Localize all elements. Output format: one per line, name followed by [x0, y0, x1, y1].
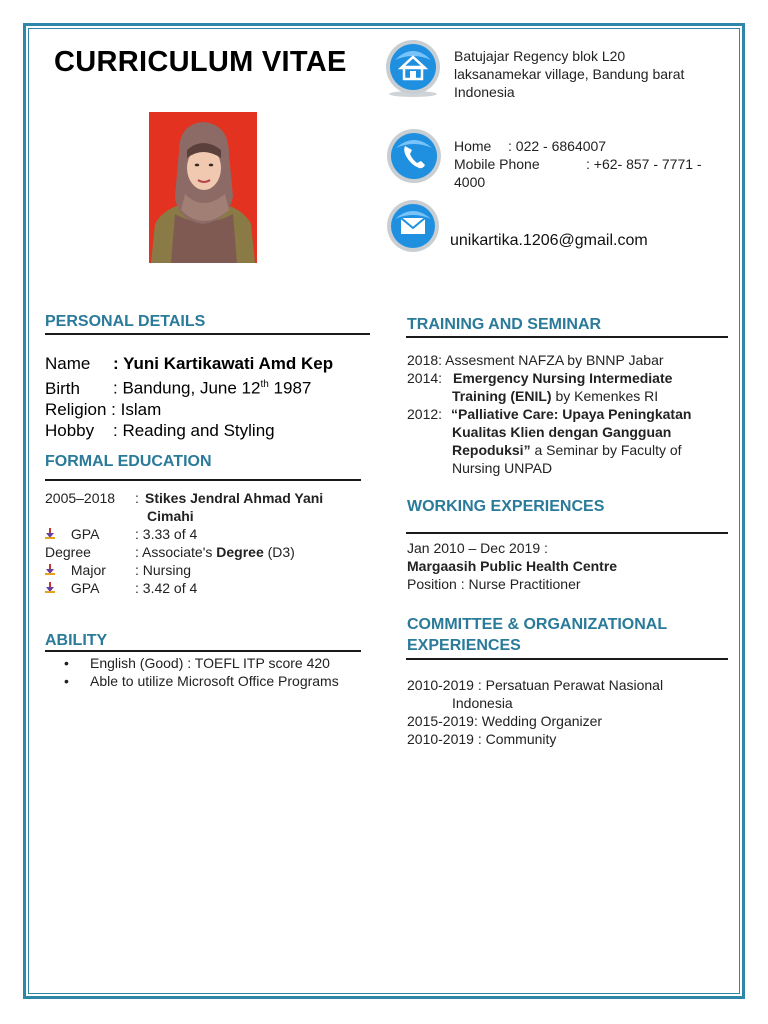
training-item: 2018: Assesment NAFZA by BNNP Jabar — [407, 352, 664, 368]
address-line-3: Indonesia — [454, 84, 515, 100]
committee-heading-line-2: EXPERIENCES — [407, 637, 521, 654]
personal-details-list — [45, 353, 333, 441]
work-position: Position : Nurse Practitioner — [407, 576, 581, 592]
religion-label: Religion — [45, 399, 107, 419]
ability-item: English (Good) : TOEFL ITP score 420 — [90, 655, 330, 671]
mobile-phone-value: : +62- 857 - 7771 - — [586, 156, 702, 172]
gpa-value: : 3.42 of 4 — [135, 580, 198, 596]
committee-heading — [407, 614, 667, 656]
degree-bold: Degree — [216, 544, 264, 560]
work-period: Jan 2010 – Dec 2019 : — [407, 540, 548, 556]
mobile-phone-label: Mobile Phone — [454, 156, 540, 172]
pointer-bullet-icon — [45, 579, 59, 597]
mobile-phone-value-cont: 4000 — [454, 174, 486, 190]
training-title: Emergency Nursing Intermediate — [453, 370, 673, 386]
home-icon — [384, 38, 442, 103]
formal-education-heading: FORMAL EDUCATION — [45, 453, 212, 470]
degree-label: Degree — [45, 544, 91, 560]
committee-heading-line-1: COMMITTEE & ORGANIZATIONAL — [407, 616, 668, 633]
seminar-title-cont: Kualitas Klien dengan Gangguan — [452, 424, 672, 440]
education-block — [45, 489, 365, 597]
education-school: Stikes Jendral Ahmad Yani — [145, 490, 324, 506]
home-phone-value: : 022 - 6864007 — [508, 138, 607, 154]
formal-education-divider — [45, 479, 361, 481]
pointer-bullet-icon — [45, 525, 59, 543]
hobby-label: Hobby — [45, 420, 95, 440]
phone-icon — [386, 128, 442, 191]
seminar-title: “Palliative Care: Upaya Peningkatan — [451, 406, 692, 422]
gpa-label: GPA — [70, 526, 100, 542]
work-divider — [406, 532, 728, 534]
name-value: : Yuni Kartikawati Amd Kep — [113, 354, 334, 373]
training-list — [407, 351, 727, 477]
name-label: Name — [45, 354, 91, 373]
birth-year: 1987 — [268, 378, 312, 398]
training-year: 2012: — [407, 406, 443, 422]
ability-heading: ABILITY — [45, 632, 108, 649]
gpa-value: : 3.33 of 4 — [135, 526, 198, 542]
training-divider — [406, 336, 728, 338]
education-school-cont: Cimahi — [147, 508, 194, 524]
degree-post: (D3) — [263, 544, 295, 560]
degree-value: : Associate's — [135, 544, 217, 560]
email-link[interactable]: unikartika.1206@gmail.com — [450, 232, 648, 249]
training-title-cont: Training (ENIL) — [452, 388, 552, 404]
pointer-bullet-icon — [45, 561, 59, 579]
work-place: Margaasih Public Health Centre — [407, 558, 618, 574]
committee-item: 2010-2019 : Persatuan Perawat Nasional — [407, 677, 664, 693]
education-period: 2005–2018 — [45, 490, 116, 506]
committee-item: 2010-2019 : Community — [407, 731, 557, 747]
training-organizer: by Kemenkes RI — [551, 388, 659, 404]
ability-item: Able to utilize Microsoft Office Programs — [90, 673, 339, 689]
training-heading: TRAINING AND SEMINAR — [407, 316, 602, 333]
phone-block — [454, 137, 702, 191]
seminar-title-end: Repoduksi” — [452, 442, 531, 458]
profile-photo — [149, 112, 257, 263]
committee-list — [407, 676, 663, 748]
ability-list: • English (Good) : TOEFL ITP score 420 • Able to utilize Microsoft Office Programs — [64, 655, 339, 689]
birth-value: : Bandung, June 12 — [113, 378, 261, 398]
birth-label: Birth — [45, 378, 80, 398]
committee-item: 2015-2019: Wedding Organizer — [407, 713, 603, 729]
mail-icon — [386, 199, 440, 260]
major-label: Major — [70, 562, 106, 578]
address-line-1: Batujajar Regency blok L20 — [454, 48, 626, 64]
work-heading: WORKING EXPERIENCES — [407, 498, 605, 515]
training-year: 2014: — [407, 370, 443, 386]
address-line-2: laksanamekar village, Bandung barat — [454, 66, 685, 82]
seminar-organizer: a Seminar by Faculty of — [530, 442, 682, 458]
hobby-value: : Reading and Styling — [113, 420, 275, 440]
committee-item-cont: Indonesia — [452, 695, 513, 711]
personal-details-divider — [45, 333, 370, 335]
work-block — [407, 539, 617, 593]
personal-details-heading: PERSONAL DETAILS — [45, 313, 206, 330]
seminar-organizer-cont: Nursing UNPAD — [452, 460, 553, 476]
address-block — [454, 47, 684, 101]
birth-sup: th — [260, 379, 269, 390]
education-colon: : — [135, 490, 139, 506]
committee-divider — [406, 658, 728, 660]
gpa-label: GPA — [70, 580, 100, 596]
home-phone-label: Home — [454, 138, 492, 154]
ability-divider — [45, 650, 361, 652]
cv-title: CURRICULUM VITAE — [54, 46, 347, 78]
religion-value: : Islam — [111, 399, 162, 419]
major-value: : Nursing — [135, 562, 192, 578]
